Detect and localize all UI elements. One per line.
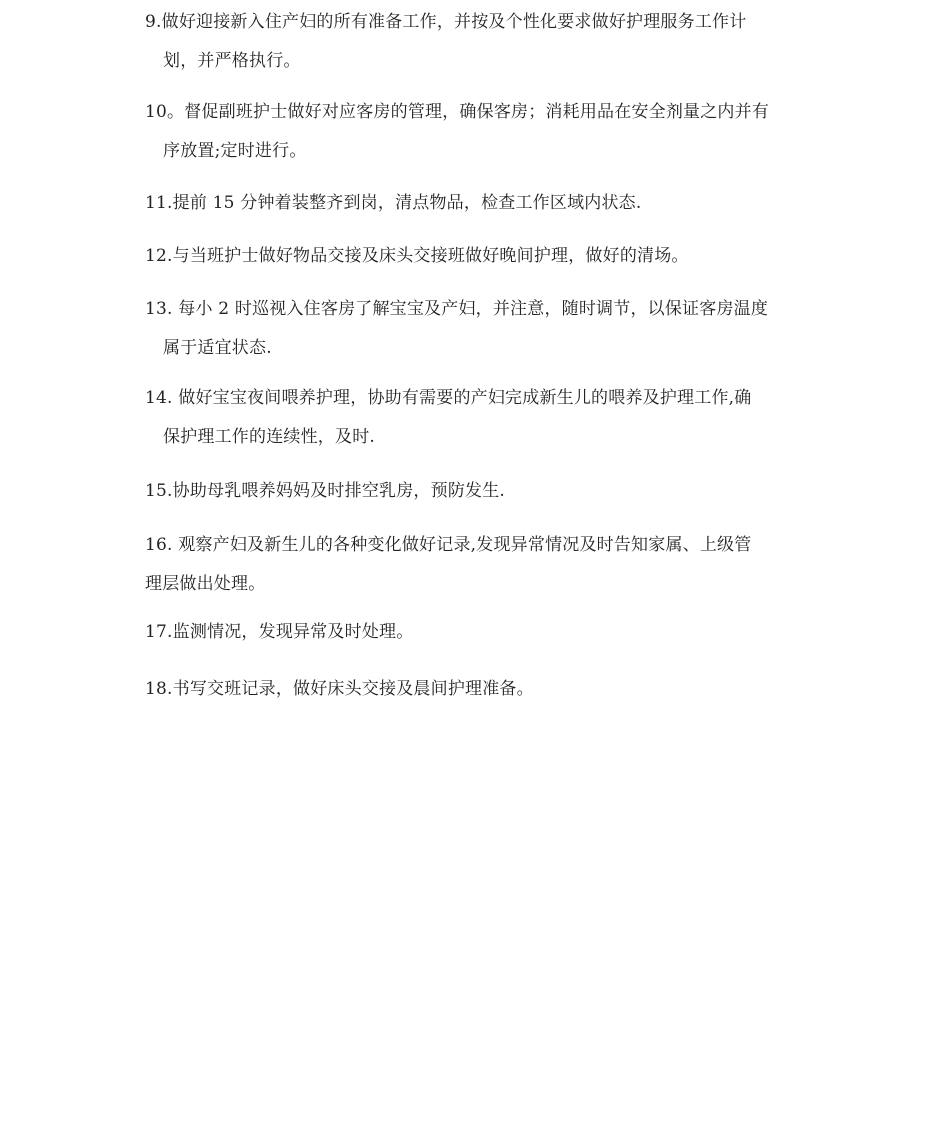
- item-text-continuation: 属于适宜状态.: [163, 338, 272, 358]
- list-item-18: [145, 670, 815, 709]
- list-item-12: [145, 237, 815, 276]
- item-text-continuation: 保护理工作的连续性，及时.: [163, 427, 376, 447]
- item-text-continuation: 划，并严格执行。: [163, 51, 301, 71]
- list-item-13: [145, 290, 815, 368]
- list-item-10: [145, 93, 815, 171]
- item-text-line: 16. 观察产妇及新生儿的各种变化做好记录,发现异常情况及时告知家属、上级管: [145, 535, 752, 555]
- list-item-16: [145, 526, 815, 604]
- item-text-line: 17.监测情况，发现异常及时处理。: [145, 622, 414, 642]
- list-item-14: [145, 379, 815, 457]
- list-item-17: [145, 613, 815, 652]
- item-text-line: 15.协助母乳喂养妈妈及时排空乳房，预防发生.: [145, 481, 506, 501]
- item-text-continuation: 序放置;定时进行。: [163, 141, 307, 161]
- item-text-line: 12.与当班护士做好物品交接及床头交接班做好晚间护理，做好的清场。: [145, 246, 689, 266]
- item-text-line: 10。督促副班护士做好对应客房的管理，确保客房；消耗用品在安全剂量之内并有: [145, 102, 770, 122]
- list-item-11: [145, 184, 815, 223]
- list-item-15: [145, 472, 815, 511]
- item-text-line: 11.提前 15 分钟着装整齐到岗，清点物品，检查工作区域内状态.: [145, 193, 642, 213]
- item-text-line: 13. 每小 2 时巡视入住客房了解宝宝及产妇，并注意，随时调节，以保证客房温度: [145, 299, 769, 319]
- item-text-line: 18.书写交班记录，做好床头交接及晨间护理准备。: [145, 679, 534, 699]
- item-text-line: 14. 做好宝宝夜间喂养护理，协助有需要的产妇完成新生儿的喂养及护理工作,确: [145, 388, 752, 408]
- item-text-line: 9.做好迎接新入住产妇的所有准备工作，并按及个性化要求做好护理服务工作计: [145, 12, 747, 32]
- item-text-continuation: 理层做出处理。: [145, 574, 266, 594]
- list-item-9: [145, 3, 815, 81]
